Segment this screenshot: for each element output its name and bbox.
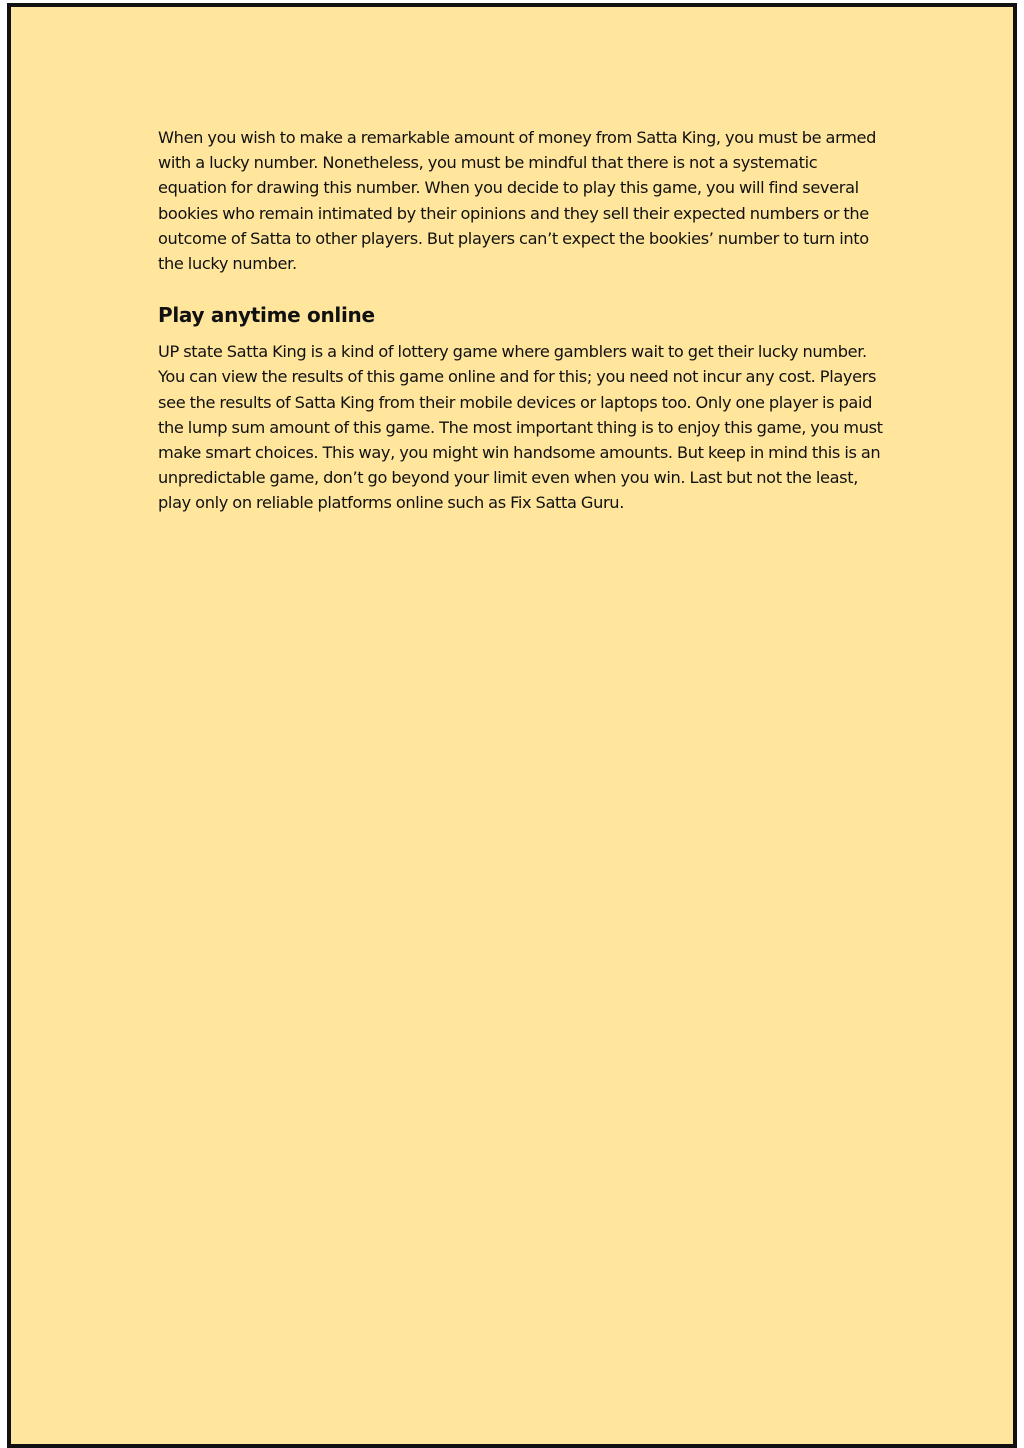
section-paragraph: UP state Satta King is a kind of lottery game where gamblers wait to get their lucky number. You can view the results of this game online and for this; you need not incur any cost. Players see the results of Satta King from their mobile devices or laptops too. Only one player is paid the lump sum amount of this game. The most important thing is to enjoy this game, you must make smart choices. This way, you might win handsome amounts. But keep in mind this is an unpredictable game, don’t go beyond your limit even when you win. Last but not the least, play only on reliable platforms online such as Fix Satta Guru. [158, 342, 883, 513]
document-body [158, 125, 888, 516]
intro-paragraph: When you wish to make a remarkable amount of money from Satta King, you must be armed with a lucky number. Nonetheless, you must be mindful that there is not a systematic equation for drawing this number. When you decide to play this game, you will find several bookies who remain intimated by their opinions and they sell their expected numbers or the outcome of Satta to other players. But players can’t expect the bookies’ number to turn into the lucky number. [158, 128, 877, 274]
section-heading: Play anytime online [158, 303, 375, 328]
document-page [7, 3, 1017, 1448]
